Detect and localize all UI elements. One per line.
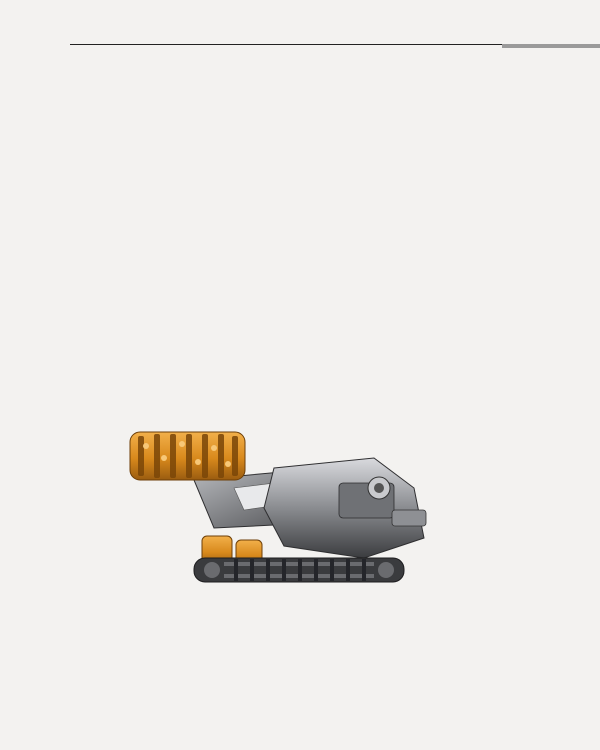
running-header [0, 0, 600, 30]
figure-ural-400s-image [124, 428, 442, 588]
header-rule [70, 44, 502, 45]
header-tab-bar [502, 44, 600, 48]
